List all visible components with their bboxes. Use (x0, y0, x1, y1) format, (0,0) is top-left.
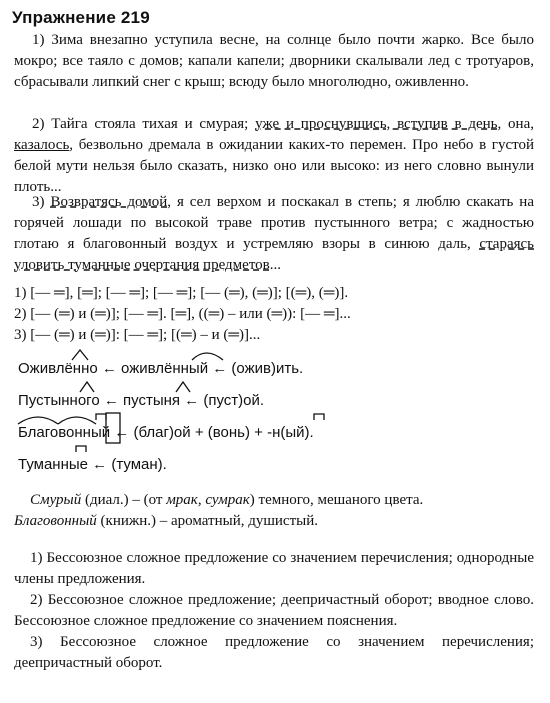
sentence-3-text-c: ... (269, 257, 282, 273)
definition-2-term: Благовонный (14, 513, 97, 529)
scheme-line-1: 1) [— ═], [═]; [— ═]; [— ═]; [— (═), (═)]; [(═), (═)]. (14, 285, 349, 301)
sentence-3-participle-phrase-1: Возвратясь домой (50, 194, 168, 210)
morpheme-word-3: Благовонный (18, 424, 111, 441)
answers (14, 548, 534, 674)
morpheme-derivation-4: ← (туман). (88, 456, 167, 473)
definition-1-italic: мрак, сумрак (166, 492, 250, 508)
morpheme-word-1: Оживлённо (18, 360, 98, 377)
sentence-2-text-c: , безвольно дремала в ожидании каких-то перемен. Про небо в густой белой мути нельзя было сказать, низко оно или высоко: из него словно вынули плоть... (14, 137, 534, 195)
morpheme-analysis-1 (18, 360, 303, 377)
sentence-3-text-a: 3) (32, 194, 51, 210)
sentence-2-participle-phrase: уже и проснувшись, вступив в день (255, 116, 498, 132)
sentence-2-text-a: 2) Тайга стояла тихая и смурая; (32, 116, 256, 132)
sentence-1-text: 1) Зима внезапно уступила весне, на солнце было почти жарко. Все было мокро; все таяло с домов; капали капели; дворники скалывали лед с тротуаров, сбрасывали липкий снег с крыш; всюду было многолюдно, оживленно. (14, 32, 534, 90)
answer-1: 1) Бессоюзное сложное предложение со значением перечисления; однородные члены предложения. (14, 550, 534, 587)
morpheme-word-4: Туманные (18, 456, 88, 473)
answer-3: 3) Бессоюзное сложное предложение со значением перечисления; деепричастный оборот. (14, 634, 534, 671)
scheme-line-3: 3) [— (═) и (═)]: [— ═]; [(═) – и (═)]... (14, 327, 261, 343)
morpheme-analysis-2 (18, 392, 264, 409)
morpheme-analysis-3 (18, 424, 314, 441)
definition-1-rest: ) темного, мешаного цвета. (249, 492, 424, 508)
definition-1-term: Смурый (30, 492, 82, 508)
morpheme-derivation-1: ← оживлённый ← (ожив)ить. (97, 360, 304, 377)
answer-2: 2) Бессоюзное сложное предложение; деепричастный оборот; вводное слово. Бессоюзное сложное предложение со значением пояснения. (14, 592, 534, 629)
definition-1 (14, 490, 534, 511)
definitions (14, 490, 534, 532)
sentence-3 (14, 192, 534, 276)
definition-1-text: (диал.) – (от (81, 492, 167, 508)
morpheme-analysis-4 (18, 456, 167, 473)
definition-2 (14, 511, 534, 532)
morpheme-marks-4 (18, 442, 138, 458)
sentence-3-text-b: , я сел верхом и поскакал в степь; я люблю скакать на горячей лошади по высокой траве против пустынного ветра; с жадностью глотаю я благовонный воздух и устремляю взоры в синюю даль, (14, 194, 534, 252)
morpheme-marks-2 (18, 378, 238, 394)
exercise-title: Упражнение 219 (12, 8, 150, 27)
sentence-2-parenthetical: казалось (14, 137, 70, 153)
morpheme-derivation-2: ← пустыня ← (пуст)ой. (99, 392, 265, 409)
scheme-line-2: 2) [— (═) и (═)]; [— ═]. [═], ((═) – или (═)): [— ═]... (14, 306, 351, 322)
morpheme-marks-1 (18, 346, 138, 362)
morpheme-derivation-3: ← (благ)ой + (вонь) + -н(ый). (110, 424, 314, 441)
sentence-1 (14, 30, 534, 93)
sentence-3-participle-phrase-2: стараясь уловить туманные очертания предметов (14, 236, 534, 273)
definition-2-text: (книжн.) – ароматный, душистый. (96, 513, 319, 529)
sentence-2-text-b: , она, (497, 116, 534, 132)
sentence-schemes (14, 283, 534, 346)
sentence-2 (14, 114, 534, 198)
morpheme-marks-3 (18, 410, 358, 432)
morpheme-word-2: Пустынного (18, 392, 100, 409)
